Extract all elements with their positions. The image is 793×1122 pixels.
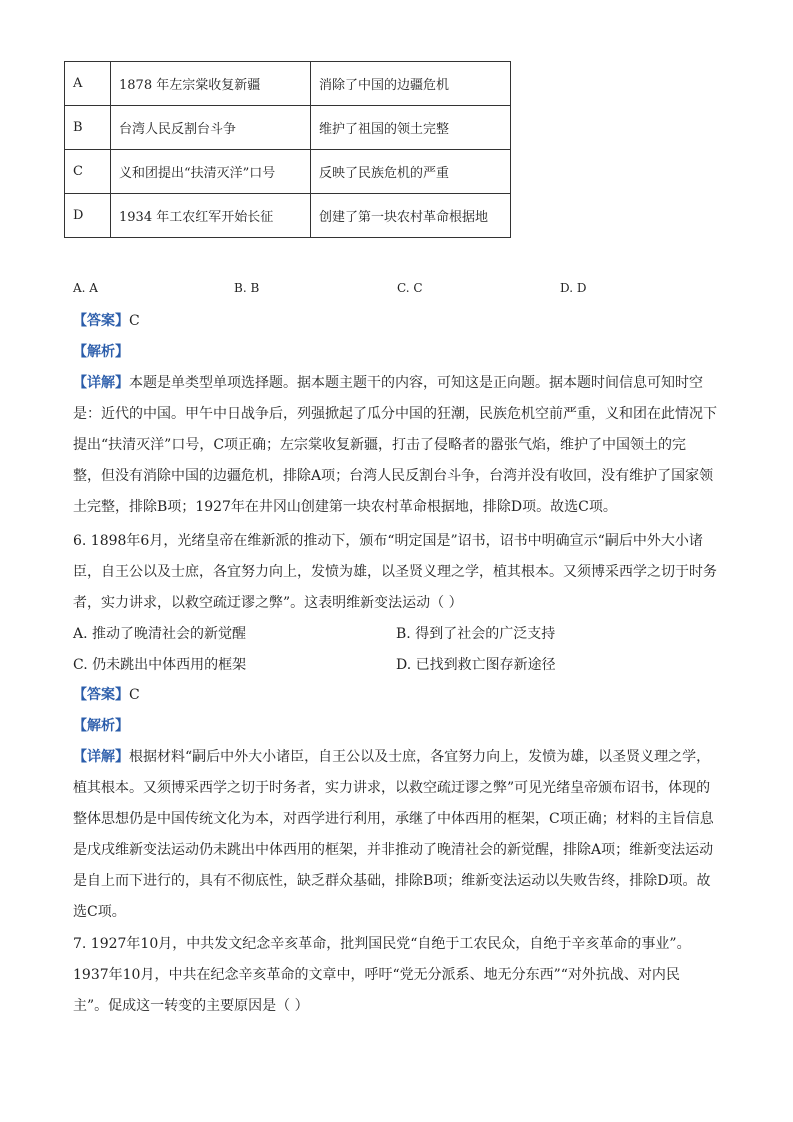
choice-d: D. D: [560, 281, 587, 295]
q6-stem-line: 臣，自王公以及士庶，各宜努力向上，发愤为雄，以圣贤义理之学，植其根本。又须博采西学之切于时务: [73, 564, 717, 580]
q5-choices: [0, 281, 793, 299]
answer-tag: 【答案】: [73, 687, 129, 703]
row-event: 义和团提出“扶清灭洋”口号: [111, 150, 311, 194]
row-label: B: [65, 106, 111, 150]
q6-detail-line: 整体思想仍是中国传统文化为本，对西学进行利用，承继了中体西用的框架，C项正确；材料的主旨信息: [73, 811, 714, 827]
choice-c: C. C: [397, 281, 423, 295]
row-label: C: [65, 150, 111, 194]
row-event: 1878 年左宗棠收复新疆: [111, 62, 311, 106]
q6-detail-line: 选C项。: [73, 904, 126, 920]
detail-tag: 【详解】: [73, 749, 129, 765]
options-table: [64, 61, 511, 238]
row-label: A: [65, 62, 111, 106]
q5-analysis-heading: [73, 343, 129, 361]
option-d: D. 已找到救亡图存新途径: [396, 657, 556, 673]
q7-stem-line: 7. 1927年10月，中共发文纪念辛亥革命，批判国民党“自绝于工农民众，自绝于辛亥革命的事业”。: [73, 936, 691, 952]
analysis-tag: 【解析】: [73, 718, 129, 734]
q7-stem-line: 1937年10月，中共在纪念辛亥革命的文章中，呼吁“党无分派系、地无分东西”“对外抗战、对内民: [73, 967, 680, 983]
q7-stem-line: 主”。促成这一转变的主要原因是（ ）: [73, 998, 309, 1014]
table-row: [65, 150, 511, 194]
detail-text: 本题是单类型单项选择题。据本题主题干的内容，可知这是正向题。据本题时间信息可知时空: [129, 375, 703, 391]
answer-value: C: [129, 687, 140, 703]
option-b: B. 得到了社会的广泛支持: [396, 626, 556, 642]
analysis-tag: 【解析】: [73, 344, 129, 360]
q5-answer: [73, 312, 140, 330]
q5-detail-line: 提出“扶清灭洋”口号，C项正确；左宗棠收复新疆，打击了侵略者的嚣张气焰，维护了中国领土的完: [73, 437, 687, 453]
table-row: [65, 194, 511, 238]
option-a: A. 推动了晚清社会的新觉醒: [73, 626, 247, 642]
row-meaning: 反映了民族危机的严重: [311, 150, 511, 194]
q6-options-row: [73, 656, 733, 674]
q6-detail-line: [73, 748, 710, 766]
answer-value: C: [129, 313, 140, 329]
row-event: 1934 年工农红军开始长征: [111, 194, 311, 238]
q6-detail-line: 是戊戌维新变法运动仍未跳出中体西用的框架，并非推动了晚清社会的新觉醒，排除A项；维新变法运动: [73, 842, 714, 858]
table-row: [65, 62, 511, 106]
q6-detail-line: 植其根本。又须博采西学之切于时务者，实力讲求，以救空疏迂谬之弊”可见光绪皇帝颁布诏书，体现的: [73, 780, 711, 796]
q6-answer: [73, 686, 140, 704]
q5-detail-line: 整，但没有消除中国的边疆危机，排除A项；台湾人民反割台斗争，台湾并没有收回，没有维护了国家领: [73, 468, 714, 484]
choice-a: A. A: [73, 281, 98, 295]
answer-tag: 【答案】: [73, 313, 129, 329]
q6-stem-line: 6. 1898年6月，光绪皇帝在维新派的推动下，颁布“明定国是”诏书，诏书中明确宣示“嗣后中外大小诸: [73, 533, 703, 549]
option-c: C. 仍未跳出中体西用的框架: [73, 657, 247, 673]
choice-b: B. B: [234, 281, 260, 295]
row-event: 台湾人民反割台斗争: [111, 106, 311, 150]
detail-tag: 【详解】: [73, 375, 129, 391]
q5-detail-line: [73, 374, 703, 392]
row-meaning: 消除了中国的边疆危机: [311, 62, 511, 106]
q5-detail-line: 是：近代的中国。甲午中日战争后，列强掀起了瓜分中国的狂潮，民族危机空前严重，义和团在此情况下: [73, 406, 717, 422]
detail-text: 根据材料“嗣后中外大小诸臣，自王公以及士庶，各宜努力向上，发愤为雄，以圣贤义理之学，: [129, 749, 711, 765]
q6-stem-line: 者，实力讲求，以救空疏迂谬之弊”。这表明维新变法运动（ ）: [73, 595, 463, 611]
row-meaning: 维护了祖国的领土完整: [311, 106, 511, 150]
table-row: [65, 106, 511, 150]
q6-options-row: [73, 625, 733, 643]
q6-detail-line: 是自上而下进行的，具有不彻底性，缺乏群众基础，排除B项；维新变法运动以失败告终，排除D项。故: [73, 873, 711, 889]
row-label: D: [65, 194, 111, 238]
q6-analysis-heading: [73, 717, 129, 735]
row-meaning: 创建了第一块农村革命根据地: [311, 194, 511, 238]
q5-detail-line: 土完整，排除B项；1927年在井冈山创建第一块农村革命根据地，排除D项。故选C项。: [73, 499, 617, 515]
